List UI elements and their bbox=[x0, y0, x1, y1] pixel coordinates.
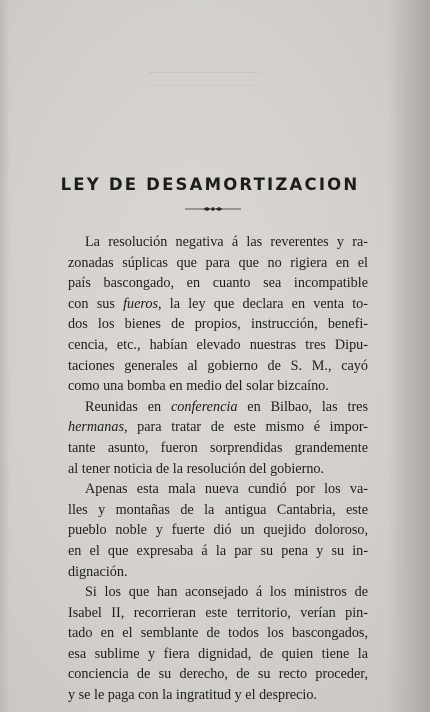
text-line: Isabel II, recorrieran este territorio, verían pin- bbox=[68, 604, 368, 621]
text-line: dignación. bbox=[68, 563, 128, 580]
text-line: con sus fueros, la ley que declara en venta to- bbox=[68, 295, 368, 312]
ornament-divider bbox=[185, 206, 241, 212]
text-line: como una bomba en medio del solar bizcaíno. bbox=[68, 378, 329, 395]
text-line: Apenas esta mala nueva cundió por los va- bbox=[85, 481, 368, 498]
text-line: en el que expresaba á la par su pena y su in- bbox=[68, 542, 368, 559]
text-line: taciones generales al gobierno de S. M., cayó bbox=[68, 357, 368, 374]
emphasis: conferencia bbox=[170, 398, 238, 415]
emphasis: fueros bbox=[123, 295, 159, 312]
text-line: pueblo noble y fuerte dió un quejido doloroso, bbox=[68, 522, 368, 539]
text-line: hermanas, para tratar de este mismo é impor- bbox=[68, 419, 368, 436]
page-shadow-right bbox=[388, 0, 430, 712]
text-line: dos los bienes de propios, instrucción, benefi- bbox=[68, 316, 368, 333]
text-line: tado en el semblante de todos los bascongados, bbox=[68, 625, 368, 642]
text-line: al tener noticia de la resolución del gobierno. bbox=[68, 460, 325, 477]
text-line: país bascongado, en cuanto sea incompatible bbox=[68, 275, 368, 292]
text-line: y se le paga con la ingratitud y el desprecio. bbox=[68, 687, 317, 704]
chapter-title: LEY DE DESAMORTIZACION bbox=[60, 175, 360, 194]
text-line: conciencia de su derecho, de su recto proceder, bbox=[68, 666, 368, 683]
text-line: lles y montañas de la antigua Cantabria, este bbox=[68, 501, 368, 518]
text-line: cencia, etc., habían elevado nuestras tres Dipu- bbox=[68, 336, 368, 353]
text-line: La resolución negativa á las reverentes y ra- bbox=[85, 234, 368, 250]
page-shadow-left bbox=[0, 0, 10, 712]
text-line: zonadas súplicas que para que no rigiera en el bbox=[68, 254, 368, 271]
text-line: tante asunto, fueron sorprendidas grandemente bbox=[68, 439, 368, 456]
body-text bbox=[68, 232, 368, 706]
bleed-through-marks bbox=[150, 72, 260, 86]
text-line: Reunidas en conferencia en Bilbao, las tres bbox=[85, 398, 368, 415]
text-line: Si los que han aconsejado á los ministros de bbox=[85, 584, 368, 601]
emphasis: hermanas bbox=[68, 419, 124, 436]
text-line: esa sublime y fiera dignidad, de quien tiene la bbox=[68, 645, 368, 662]
